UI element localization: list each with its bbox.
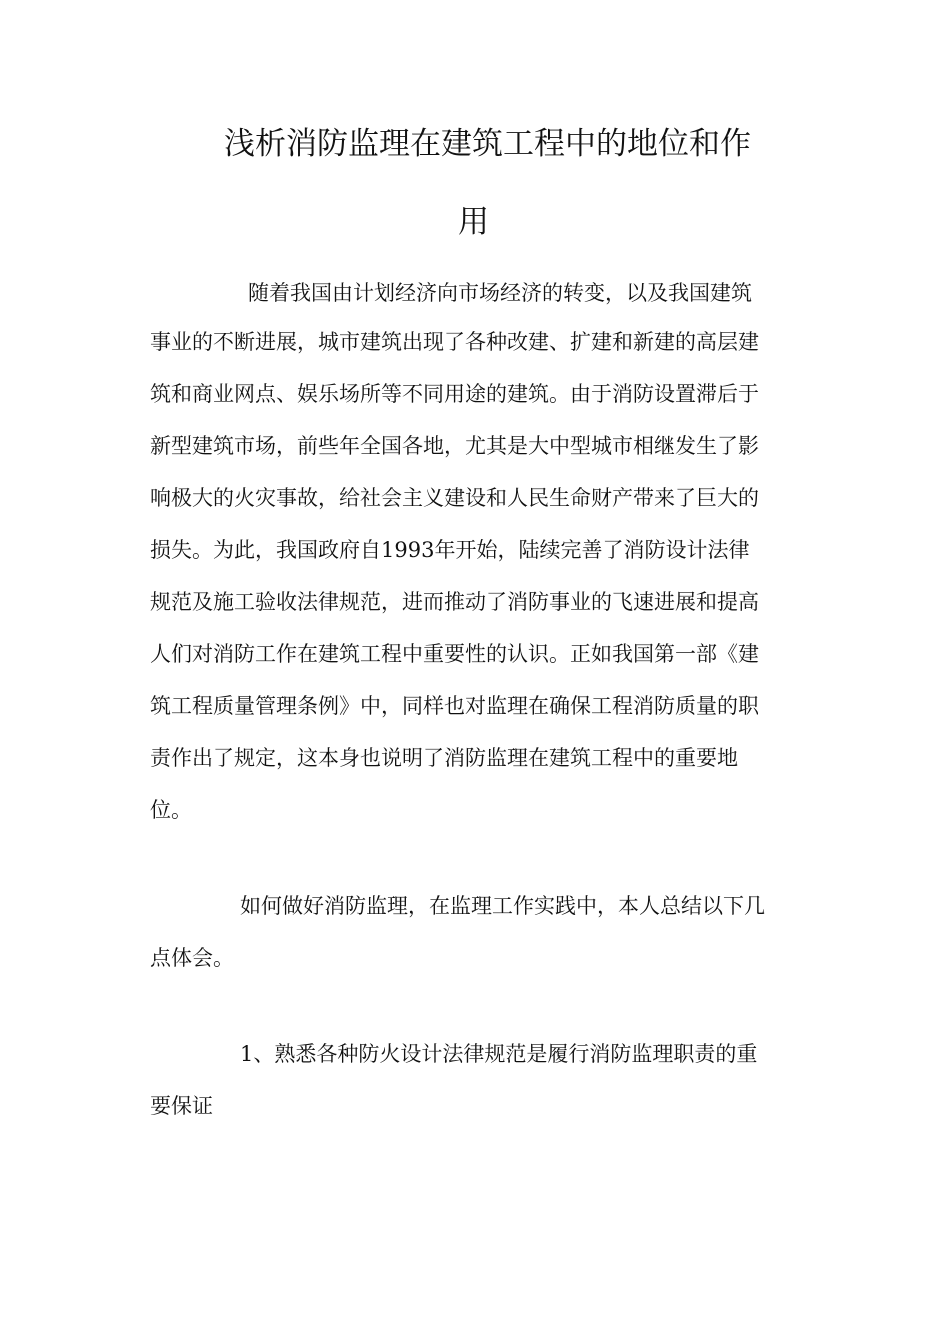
text-line: 位。 bbox=[150, 798, 192, 822]
text-line: 如何做好消防监理，在监理工作实践中，本人总结以下几 bbox=[240, 894, 765, 918]
text-line: 要保证 bbox=[150, 1094, 213, 1118]
document-title-line-1: 浅析消防监理在建筑工程中的地位和作 bbox=[224, 126, 751, 162]
text-line: 损失。为此，我国政府自1993年开始，陆续完善了消防设计法律 bbox=[150, 538, 750, 562]
text-line: 1、熟悉各种防火设计法律规范是履行消防监理职责的重 bbox=[240, 1042, 758, 1066]
text-line: 筑和商业网点、娱乐场所等不同用途的建筑。由于消防设置滞后于 bbox=[150, 382, 759, 406]
text-line: 事业的不断进展，城市建筑出现了各种改建、扩建和新建的高层建 bbox=[150, 330, 759, 354]
document-title-line-2: 用 bbox=[458, 204, 489, 240]
text-line: 筑工程质量管理条例》中，同样也对监理在确保工程消防质量的职 bbox=[150, 694, 759, 718]
text-line: 新型建筑市场，前些年全国各地，尤其是大中型城市相继发生了影 bbox=[150, 434, 759, 458]
text-line: 责作出了规定，这本身也说明了消防监理在建筑工程中的重要地 bbox=[150, 746, 738, 770]
text-line: 点体会。 bbox=[150, 946, 234, 970]
text-line: 人们对消防工作在建筑工程中重要性的认识。正如我国第一部《建 bbox=[150, 642, 759, 666]
text-line: 规范及施工验收法律规范，进而推动了消防事业的飞速进展和提高 bbox=[150, 590, 759, 614]
text-line: 响极大的火灾事故，给社会主义建设和人民生命财产带来了巨大的 bbox=[150, 486, 759, 510]
text-line: 随着我国由计划经济向市场经济的转变，以及我国建筑 bbox=[248, 281, 752, 305]
